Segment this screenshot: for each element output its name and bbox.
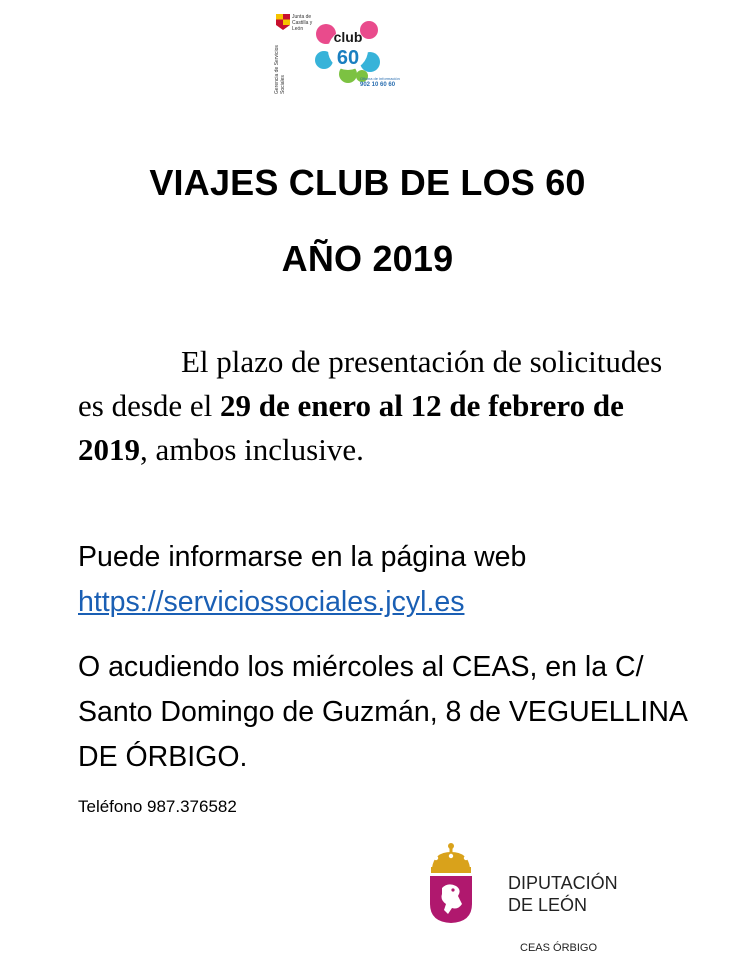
ceas-address-text: O acudiendo los miércoles al CEAS, en la C/ Santo Domingo de Guzmán, 8 de VEGUELLINA DE ÓRBIGO. — [78, 651, 687, 773]
lion-shield-icon — [428, 874, 474, 924]
deadline-dates: 29 de enero al 12 de febrero de 2019 — [78, 388, 624, 467]
club-word: club — [333, 29, 363, 45]
website-link[interactable]: https://serviciossociales.jcyl.es — [78, 586, 465, 618]
diputacion-line1: DIPUTACIÓN — [508, 873, 618, 893]
deadline-paragraph — [78, 340, 678, 472]
diputacion-logo — [428, 842, 628, 922]
crown-icon — [428, 842, 474, 874]
club-phone: 902 10 60 60 — [360, 82, 396, 88]
jcyl-name: Junta de Castilla y León — [292, 14, 313, 32]
deadline-text-start: El plazo de presentación de solicitudes es desde el — [78, 344, 663, 423]
header-logos — [270, 10, 410, 95]
club-phone-label: Oficina de información — [360, 76, 400, 81]
info-web-text: Puede informarse en la página web — [78, 541, 527, 573]
phone-number: Teléfono 987.376582 — [78, 797, 237, 816]
diputacion-name — [508, 872, 618, 916]
jcyl-logo — [270, 14, 313, 94]
gerencia-label: Gerencia de Servicios Sociales — [274, 45, 286, 94]
jcyl-shield-icon — [276, 14, 290, 30]
deadline-text-end: , ambos inclusive. — [140, 432, 364, 467]
diputacion-line2: DE LEÓN — [508, 895, 588, 915]
page-title: VIAJES CLUB DE LOS 60 — [149, 162, 586, 203]
club-number: 60 — [336, 47, 360, 69]
ceas-orbigo-label: CEAS ÓRBIGO — [520, 942, 598, 954]
page-subtitle-year: AÑO 2019 — [281, 238, 454, 279]
